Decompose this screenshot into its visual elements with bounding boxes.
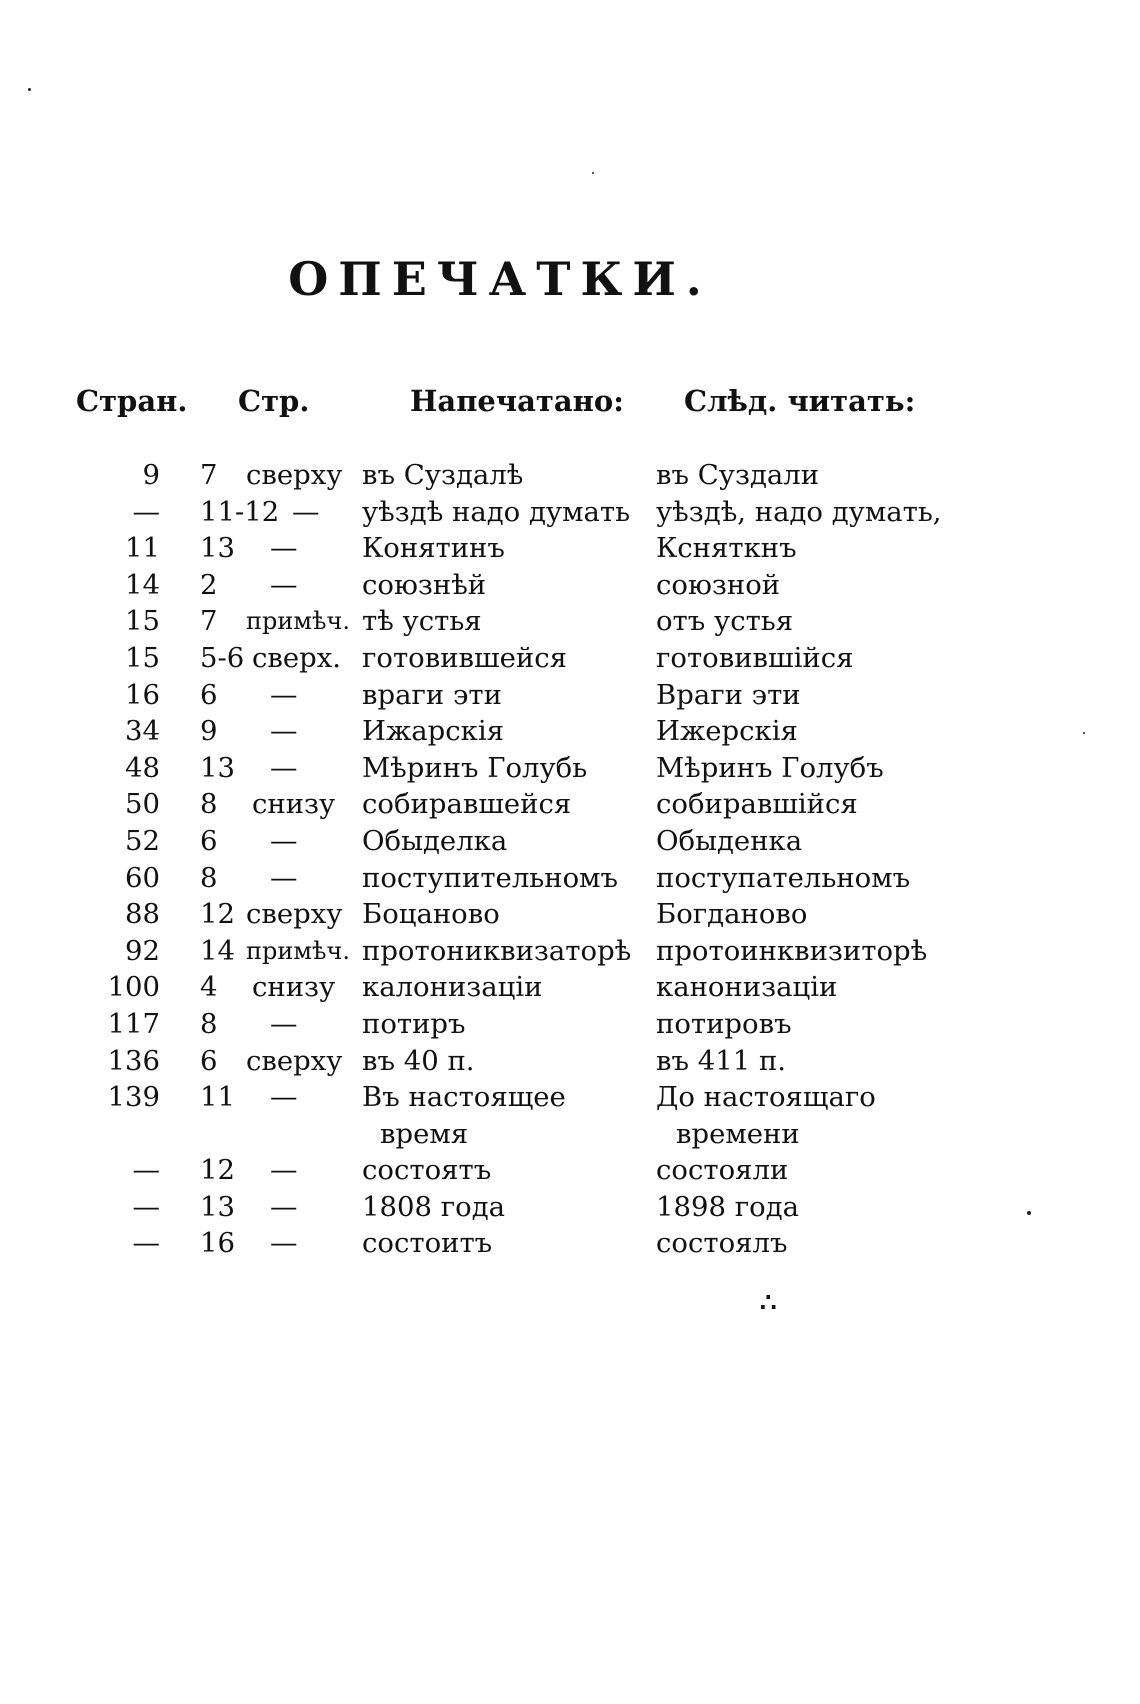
printed-text: состоятъ (362, 1154, 492, 1187)
page-number: 52 (125, 824, 160, 857)
line-position: — (270, 568, 298, 601)
table-row (0, 860, 1140, 897)
correct-text: готовившійся (656, 641, 854, 674)
line-number: 11 (200, 1081, 235, 1114)
line-position: сверху (246, 898, 343, 931)
errata-table (0, 457, 1140, 1262)
table-row (0, 457, 1140, 494)
correct-text: уѣздѣ, надо думать, (656, 495, 942, 528)
page-number: 15 (125, 641, 160, 674)
page-number: 136 (107, 1044, 160, 1077)
line-number: 6 (200, 824, 218, 857)
table-row (0, 786, 1140, 823)
page-number: — (132, 495, 160, 528)
printed-text: Обыделка (362, 824, 508, 857)
page-number: 88 (125, 898, 160, 931)
printed-text: поступительномъ (362, 861, 619, 894)
printed-text: союзнѣй (362, 568, 487, 601)
table-row (0, 530, 1140, 567)
page-number: 48 (125, 751, 160, 784)
header-line: Стр. (238, 384, 310, 418)
table-row-continuation (0, 1116, 1140, 1153)
correct-text: въ Суздали (656, 459, 820, 491)
line-number: 7 (200, 605, 218, 638)
line-position: — (270, 1227, 298, 1260)
line-position: — (270, 751, 298, 784)
printed-text: Мѣринъ Голубь (362, 751, 588, 784)
table-row (0, 823, 1140, 860)
correct-text: канонизаціи (656, 971, 838, 1004)
page-number: 11 (125, 532, 160, 565)
table-row (0, 969, 1140, 1006)
table-row (0, 896, 1140, 933)
page-number: — (132, 1154, 160, 1187)
printed-text: враги эти (362, 678, 502, 711)
line-number: 2 (200, 568, 218, 601)
correct-text: союзной (656, 568, 781, 601)
correct-text: въ 411 п. (656, 1044, 787, 1077)
page-title: ОПЕЧАТКИ. (288, 252, 712, 306)
correct-text: Богданово (656, 898, 808, 931)
printed-text: въ Суздалѣ (362, 459, 524, 491)
printed-text: тѣ устья (362, 605, 482, 638)
line-number: 8 (200, 861, 218, 894)
speck (28, 88, 31, 91)
line-number: 6 (200, 678, 218, 711)
header-correct: Слѣд. читать: (684, 384, 916, 418)
line-position: — (270, 678, 298, 711)
correct-text: 1898 года (656, 1190, 800, 1223)
line-number: 4 (200, 971, 218, 1004)
page-number: 60 (125, 861, 160, 894)
correct-text: поступательномъ (656, 861, 911, 894)
table-row (0, 1043, 1140, 1080)
table-row (0, 1079, 1140, 1116)
correct-text: Обыденка (656, 824, 803, 857)
speck (592, 172, 594, 174)
line-number: 13 (200, 1190, 235, 1223)
page-number: 117 (107, 1007, 160, 1040)
correct-text: Враги эти (656, 678, 801, 711)
line-number: 16 (200, 1227, 235, 1260)
page-number: 50 (125, 788, 160, 821)
printed-text: время (380, 1117, 469, 1150)
table-row (0, 640, 1140, 677)
line-number: 14 (200, 934, 235, 967)
printed-text: собиравшейся (362, 788, 572, 821)
printed-text: въ 40 п. (362, 1044, 475, 1077)
printed-text: Ижарскія (362, 715, 505, 748)
page-number: 14 (125, 568, 160, 601)
line-position: примѣч. (246, 936, 350, 965)
correct-text: До настоящаго (656, 1081, 876, 1114)
printed-text: готовившейся (362, 641, 567, 674)
header-printed: Напечатано: (410, 384, 624, 418)
correct-text: Мѣринъ Голубъ (656, 751, 884, 784)
table-row (0, 494, 1140, 531)
correct-text: Ижерскія (656, 715, 798, 748)
line-position: сверх. (252, 641, 342, 674)
printed-text: Конятинъ (362, 532, 505, 565)
correct-text: протоинквизиторѣ (656, 934, 928, 967)
table-row (0, 677, 1140, 714)
header-page: Стран. (76, 384, 188, 418)
line-position: — (270, 861, 298, 894)
printed-text: уѣздѣ надо думать (362, 495, 631, 528)
correct-text: собиравшійся (656, 788, 858, 821)
table-row (0, 603, 1140, 640)
line-number: 8 (200, 788, 218, 821)
page-number: 34 (125, 715, 160, 748)
page-number: — (132, 1227, 160, 1260)
correct-text: состоялъ (656, 1227, 788, 1260)
line-number: 7 (200, 459, 218, 491)
line-position: — (270, 1190, 298, 1223)
line-number: 11-12 (200, 495, 280, 528)
line-position: сверху (246, 459, 343, 491)
line-position: — (270, 824, 298, 857)
line-number: 12 (200, 898, 235, 931)
line-position: снизу (252, 971, 336, 1004)
correct-text: состояли (656, 1154, 789, 1187)
page-number: 16 (125, 678, 160, 711)
printed-text: 1808 года (362, 1190, 506, 1223)
printed-text: потиръ (362, 1007, 466, 1040)
table-row (0, 750, 1140, 787)
line-number: 8 (200, 1007, 218, 1040)
table-row (0, 1189, 1140, 1226)
line-position: — (270, 1081, 298, 1114)
line-number: 13 (200, 532, 235, 565)
page-number: 139 (107, 1081, 160, 1114)
line-position: примѣч. (246, 607, 350, 636)
line-position: — (292, 495, 320, 528)
printed-text: калонизаціи (362, 971, 543, 1004)
table-row (0, 567, 1140, 604)
line-number: 9 (200, 715, 218, 748)
line-position: — (270, 532, 298, 565)
printed-text: Въ настоящее (362, 1081, 566, 1114)
line-position: сверху (246, 1044, 343, 1077)
table-row (0, 933, 1140, 970)
line-number: 12 (200, 1154, 235, 1187)
correct-text: потировъ (656, 1007, 792, 1040)
line-number: 5-6 (200, 641, 245, 674)
printed-text: состоитъ (362, 1227, 493, 1260)
line-number: 13 (200, 751, 235, 784)
correct-text: времени (676, 1117, 800, 1150)
line-position: — (270, 1154, 298, 1187)
line-number: 6 (200, 1044, 218, 1077)
table-row (0, 1225, 1140, 1262)
line-position: — (270, 1007, 298, 1040)
table-row (0, 713, 1140, 750)
page-number: 100 (107, 971, 160, 1004)
correct-text: отъ устья (656, 605, 794, 638)
line-position: — (270, 715, 298, 748)
page-number: 92 (125, 934, 160, 967)
line-position: снизу (252, 788, 336, 821)
printed-text: протониквизаторѣ (362, 934, 632, 967)
page-number: — (132, 1190, 160, 1223)
page-number: 9 (142, 459, 160, 491)
page-number: 15 (125, 605, 160, 638)
correct-text: Ксняткнъ (656, 532, 797, 565)
table-row (0, 1006, 1140, 1043)
table-row (0, 1152, 1140, 1189)
printed-text: Боцаново (362, 898, 500, 931)
end-ornament: ∴ (760, 1288, 777, 1318)
